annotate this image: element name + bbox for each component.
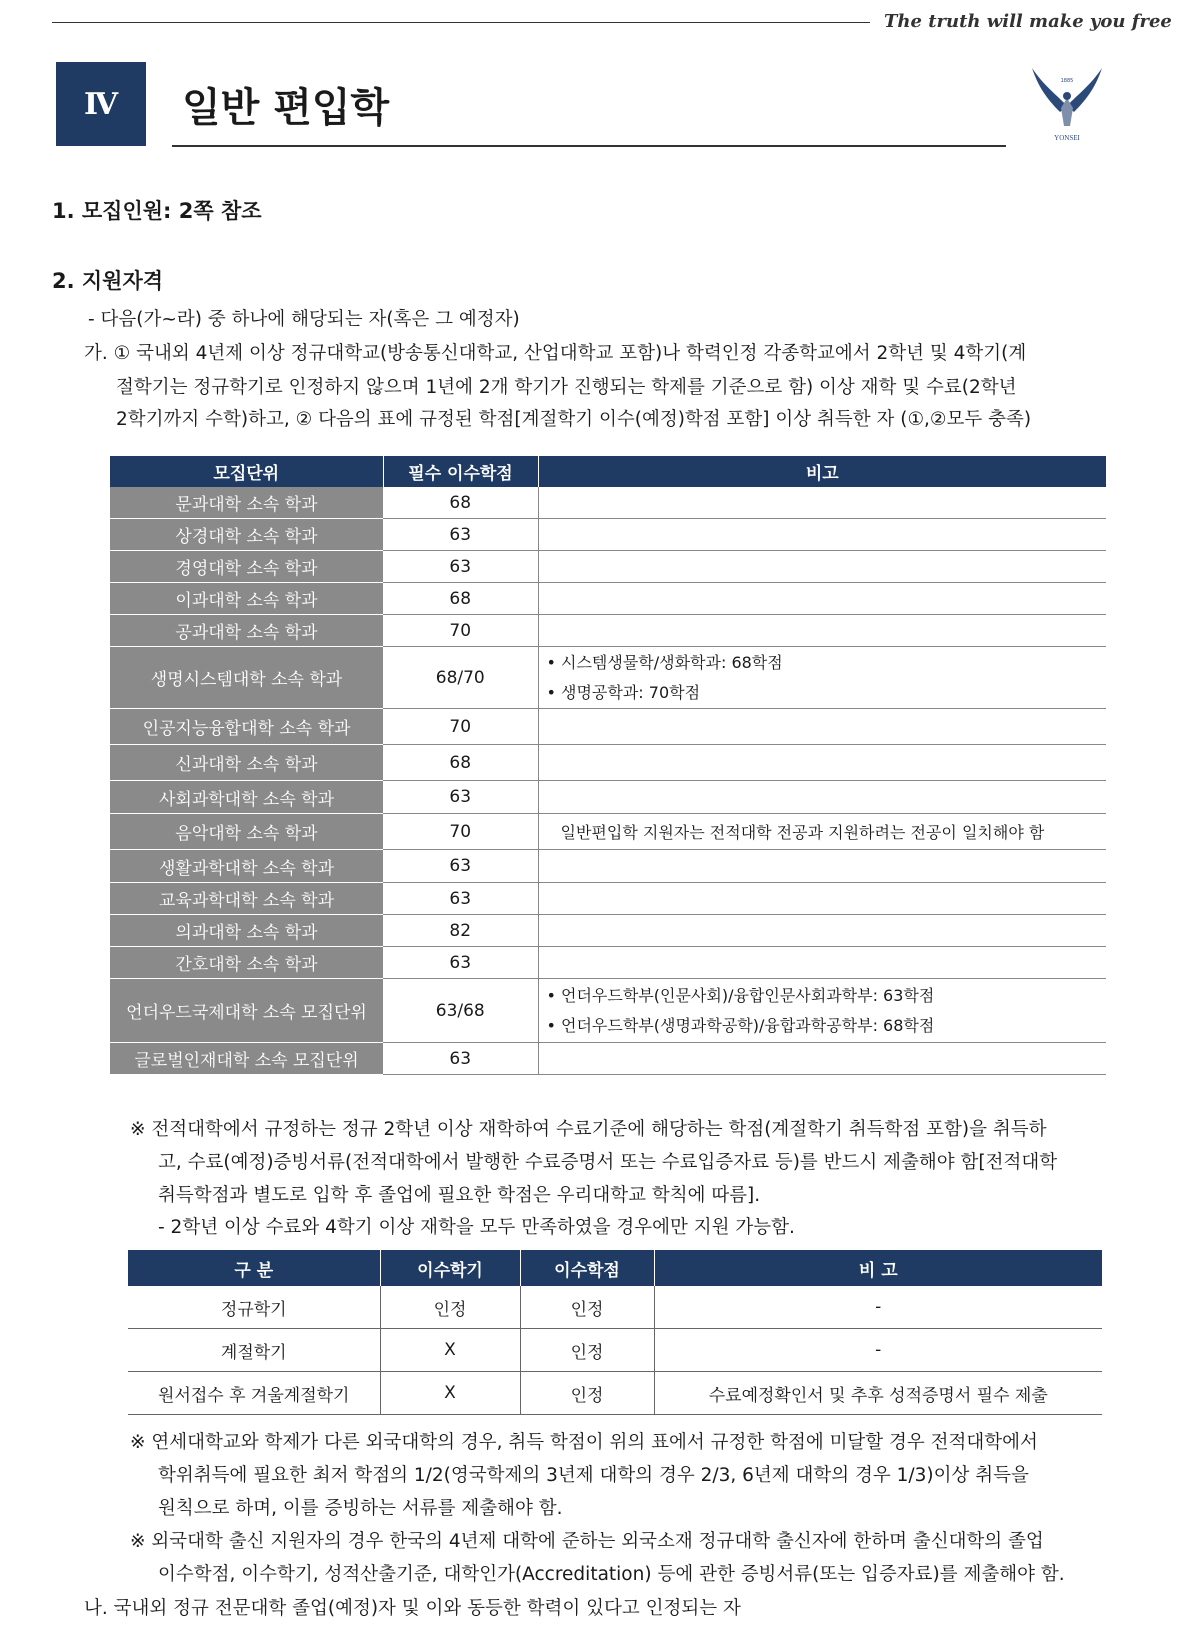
table-row: [110, 745, 1106, 781]
note-cell: [538, 745, 1106, 781]
column-header: 이수학점: [520, 1250, 654, 1286]
table-header-row: [110, 456, 1106, 487]
column-header: 비고: [538, 456, 1106, 487]
ga-line-2: 절학기는 정규학기로 인정하지 않으며 1년에 2개 학기가 진행되는 학제를 기준으로 함) 이상 재학 및 수료(2학년: [116, 377, 1017, 398]
table-cell: 정규학기: [128, 1286, 380, 1329]
unit-cell: 음악대학 소속 학과: [110, 814, 383, 850]
table-row: [110, 709, 1106, 745]
credits-cell: 68: [383, 745, 538, 781]
table-row: [110, 519, 1106, 551]
credits-cell: 63/68: [383, 979, 538, 1043]
table-row: [110, 551, 1106, 583]
column-header: 비 고: [654, 1250, 1102, 1286]
unit-cell: 교육과학대학 소속 학과: [110, 883, 383, 915]
table-row: [110, 647, 1106, 709]
column-header: 이수학기: [380, 1250, 520, 1286]
credits-cell: 63: [383, 947, 538, 979]
note-cell: [538, 979, 1106, 1043]
table-cell: X: [380, 1372, 520, 1415]
page-title: 일반 편입학: [182, 85, 390, 131]
column-header: 필수 이수학점: [383, 456, 538, 487]
section2-heading: 2. 지원자격: [52, 269, 164, 293]
credits-cell: 63: [383, 1043, 538, 1075]
note2-line-2: 학위취득에 필요한 최저 학점의 1/2(영국학제의 3년제 대학의 경우 2/3, 6년제 대학의 경우 1/3)이상 취득을: [158, 1465, 1029, 1486]
credits-cell: 70: [383, 709, 538, 745]
unit-cell: 의과대학 소속 학과: [110, 915, 383, 947]
na-line: 나. 국내외 정규 전문대학 졸업(예정)자 및 이와 동등한 학력이 있다고 인정되는 자: [84, 1598, 741, 1619]
table-cell: 인정: [520, 1372, 654, 1415]
unit-cell: 생활과학대학 소속 학과: [110, 850, 383, 883]
title-rule: [172, 145, 1006, 147]
table-row: [110, 487, 1106, 519]
top-rule: [52, 22, 870, 23]
credits-cell: 63: [383, 850, 538, 883]
section-number-badge: Ⅳ: [56, 62, 146, 146]
unit-cell: 경영대학 소속 학과: [110, 551, 383, 583]
note-cell: [538, 615, 1106, 647]
note-cell: [538, 883, 1106, 915]
table-cell: 원서접수 후 겨울계절학기: [128, 1372, 380, 1415]
column-header: 구 분: [128, 1250, 380, 1286]
credits-cell: 68/70: [383, 647, 538, 709]
credits-cell: 63: [383, 551, 538, 583]
note1-line-3: 취득학점과 별도로 입학 후 졸업에 필요한 학점은 우리대학교 학칙에 따름].: [158, 1185, 761, 1206]
credits-cell: 70: [383, 814, 538, 850]
credits-cell: 70: [383, 615, 538, 647]
credits-cell: 63: [383, 519, 538, 551]
table-row: [110, 883, 1106, 915]
credits-cell: 68: [383, 487, 538, 519]
note-cell: [538, 781, 1106, 814]
credits-cell: 63: [383, 883, 538, 915]
note1-line-2: 고, 수료(예정)증빙서류(전적대학에서 발행한 수료증명서 또는 수료입증자료 등)를 반드시 제출해야 함[전적대학: [158, 1152, 1058, 1173]
unit-cell: 생명시스템대학 소속 학과: [110, 647, 383, 709]
credit-table: [110, 456, 1106, 1075]
unit-cell: 글로벌인재대학 소속 모집단위: [110, 1043, 383, 1075]
unit-cell: 공과대학 소속 학과: [110, 615, 383, 647]
note1-line-1: ※ 전적대학에서 규정하는 정규 2학년 이상 재학하여 수료기준에 해당하는 학점(계절학기 취득학점 포함)을 취득하: [130, 1119, 1047, 1140]
note-bullet: • 언더우드학부(인문사회)/융합인문사회과학부: 63학점: [546, 985, 935, 1005]
table-header-row: [128, 1250, 1102, 1286]
semester-table: [128, 1250, 1102, 1415]
table-row: [110, 814, 1106, 850]
note-cell: [538, 519, 1106, 551]
table-row: [110, 1043, 1106, 1075]
unit-cell: 상경대학 소속 학과: [110, 519, 383, 551]
logo-name: YONSEI: [1054, 134, 1080, 142]
note-bullet: • 시스템생물학/생화학과: 68학점: [546, 652, 783, 672]
note-text: 일반편입학 지원자는 전적대학 전공과 지원하려는 전공이 일치해야 함: [560, 823, 1045, 842]
table-row: [110, 583, 1106, 615]
table-cell: 인정: [520, 1329, 654, 1372]
table-row: [128, 1372, 1102, 1415]
note-cell: [538, 647, 1106, 709]
note-cell: [538, 487, 1106, 519]
table-row: [110, 781, 1106, 814]
unit-cell: 사회과학대학 소속 학과: [110, 781, 383, 814]
table-row: [128, 1286, 1102, 1329]
motto: The truth will make you free: [884, 11, 1172, 32]
unit-cell: 신과대학 소속 학과: [110, 745, 383, 781]
note-cell: [538, 947, 1106, 979]
credits-cell: 63: [383, 781, 538, 814]
table-cell: -: [654, 1329, 1102, 1372]
unit-cell: 인공지능융합대학 소속 학과: [110, 709, 383, 745]
table-row: [128, 1329, 1102, 1372]
logo-year: 1885: [1060, 78, 1074, 84]
note2-line-3: 원칙으로 하며, 이를 증빙하는 서류를 제출해야 함.: [158, 1498, 563, 1519]
table-cell: -: [654, 1286, 1102, 1329]
column-header: 모집단위: [110, 456, 383, 487]
note-bullet: • 언더우드학부(생명과학공학)/융합과학공학부: 68학점: [546, 1015, 935, 1035]
table-row: [110, 615, 1106, 647]
note1-line-4: - 2학년 이상 수료와 4학기 이상 재학을 모두 만족하였을 경우에만 지원 가능함.: [158, 1217, 795, 1238]
note-cell: [538, 709, 1106, 745]
unit-cell: 문과대학 소속 학과: [110, 487, 383, 519]
note2-line-1: ※ 연세대학교와 학제가 다른 외국대학의 경우, 취득 학점이 위의 표에서 규정한 학점에 미달할 경우 전적대학에서: [130, 1432, 1038, 1453]
note-cell: [538, 583, 1106, 615]
unit-cell: 간호대학 소속 학과: [110, 947, 383, 979]
note-cell: [538, 814, 1106, 850]
unit-cell: 언더우드국제대학 소속 모집단위: [110, 979, 383, 1043]
table-row: [110, 850, 1106, 883]
credits-cell: 82: [383, 915, 538, 947]
note3-line-2: 이수학점, 이수학기, 성적산출기준, 대학인가(Accreditation) 등에 관한 증빙서류(또는 입증자료)를 제출해야 함.: [158, 1564, 1065, 1585]
section1-heading: 1. 모집인원: 2쪽 참조: [52, 199, 262, 223]
table-row: [110, 979, 1106, 1043]
table-cell: 계절학기: [128, 1329, 380, 1372]
ga-line-3: 2학기까지 수학)하고, ② 다음의 표에 규정된 학점[계절학기 이수(예정)학점 포함] 이상 취득한 자 (①,②모두 충족): [116, 409, 1032, 430]
eagle-icon: [1026, 64, 1108, 146]
credits-cell: 68: [383, 583, 538, 615]
note3-line-1: ※ 외국대학 출신 지원자의 경우 한국의 4년제 대학에 준하는 외국소재 정규대학 출신자에 한하며 출신대학의 졸업: [130, 1531, 1044, 1552]
table-row: [110, 947, 1106, 979]
note-bullet: • 생명공학과: 70학점: [546, 682, 701, 702]
table-cell: 인정: [380, 1286, 520, 1329]
table-cell: X: [380, 1329, 520, 1372]
unit-cell: 이과대학 소속 학과: [110, 583, 383, 615]
note-cell: [538, 915, 1106, 947]
section2-intro: - 다음(가~라) 중 하나에 해당되는 자(혹은 그 예정자): [88, 309, 520, 330]
table-cell: 인정: [520, 1286, 654, 1329]
table-row: [110, 915, 1106, 947]
note-cell: [538, 1043, 1106, 1075]
note-cell: [538, 850, 1106, 883]
table-cell: 수료예정확인서 및 추후 성적증명서 필수 제출: [654, 1372, 1102, 1415]
note-cell: [538, 551, 1106, 583]
ga-line-1: 가. ① 국내외 4년제 이상 정규대학교(방송통신대학교, 산업대학교 포함)나 학력인정 각종학교에서 2학년 및 4학기(계: [84, 343, 1027, 364]
